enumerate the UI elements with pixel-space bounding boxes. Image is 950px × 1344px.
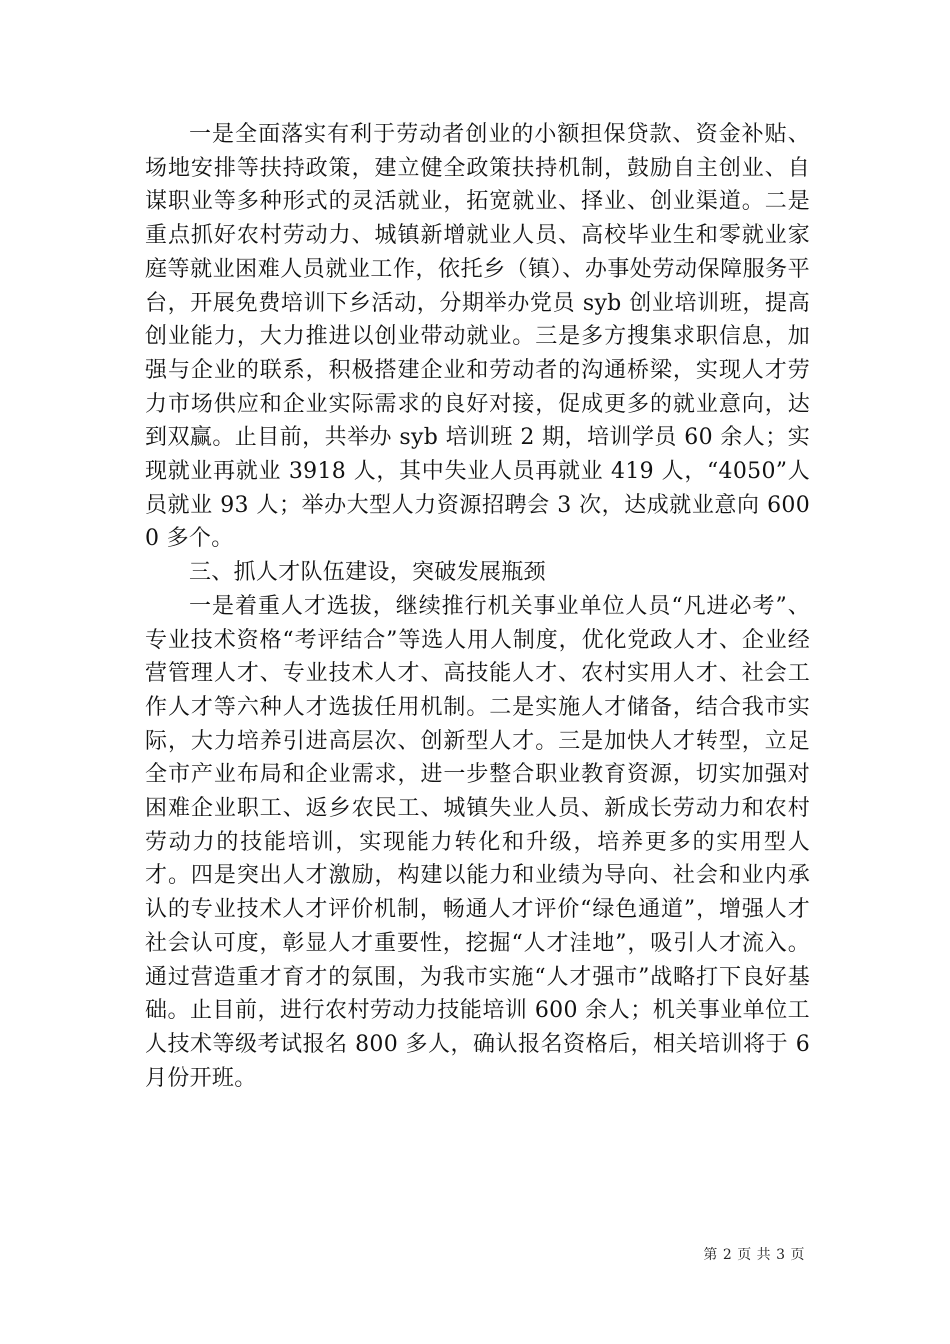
section-heading-talent: 三、抓人才队伍建设，突破发展瓶颈 (189, 560, 546, 586)
page-number: 第 2 页 共 3 页 (703, 1247, 805, 1263)
paragraph-talent-measures: 一是着重人才选拔，继续推行机关事业单位人员“凡进必考”、专业技术资格“考评结合”等选人用人制度，优化党政人才、企业经营管理人才、专业技术人才、高技能人才、农村实用人才、社会工作人才等六种人才选拔任用机制。二是实施人才储备，结合我市实际，大力培养引进高层次、创新型人才。三是加快人才转型，立足全市产业布局和企业需求，进一步整合职业教育资源，切实加强对困难企业职工、返乡农民工、城镇失业人员、新成长劳动力和农村劳动力的技能培训，实现能力转化和升级，培养更多的实用型人才。四是突出人才激励，构建以能力和业绩为导向、社会和业内承认的专业技术人才评价机制，畅通人才评价“绿色通道”，增强人才社会认可度，彰显人才重要性，挖掘“人才洼地”，吸引人才流入。通过营造重才育才的氛围，为我市实施“人才强市”战略打下良好基础。止目前，进行农村劳动力技能培训 600 余人；机关事业单位工人技术等级考试报名 800 多人，确认报名资格后，相关培训将于 6 月份开班。 (145, 593, 810, 1091)
document-body (145, 118, 810, 1095)
paragraph-employment-measures: 一是全面落实有利于劳动者创业的小额担保贷款、资金补贴、场地安排等扶持政策，建立健全政策扶持机制，鼓励自主创业、自谋职业等多种形式的灵活就业，拓宽就业、择业、创业渠道。二是重点抓好农村劳动力、城镇新增就业人员、高校毕业生和零就业家庭等就业困难人员就业工作，依托乡（镇）、办事处劳动保障服务平台，开展免费培训下乡活动，分期举办党员 syb 创业培训班，提高创业能力，大力推进以创业带动就业。三是多方搜集求职信息，加强与企业的联系，积极搭建企业和劳动者的沟通桥梁，实现人才劳力市场供应和企业实际需求的良好对接，促成更多的就业意向，达到双赢。止目前，共举办 syb 培训班 2 期，培训学员 60 余人；实现就业再就业 3918 人，其中失业人员再就业 419 人，“4050”人员就业 93 人；举办大型人力资源招聘会 3 次，达成就业意向 6000 多个。 (145, 122, 810, 552)
